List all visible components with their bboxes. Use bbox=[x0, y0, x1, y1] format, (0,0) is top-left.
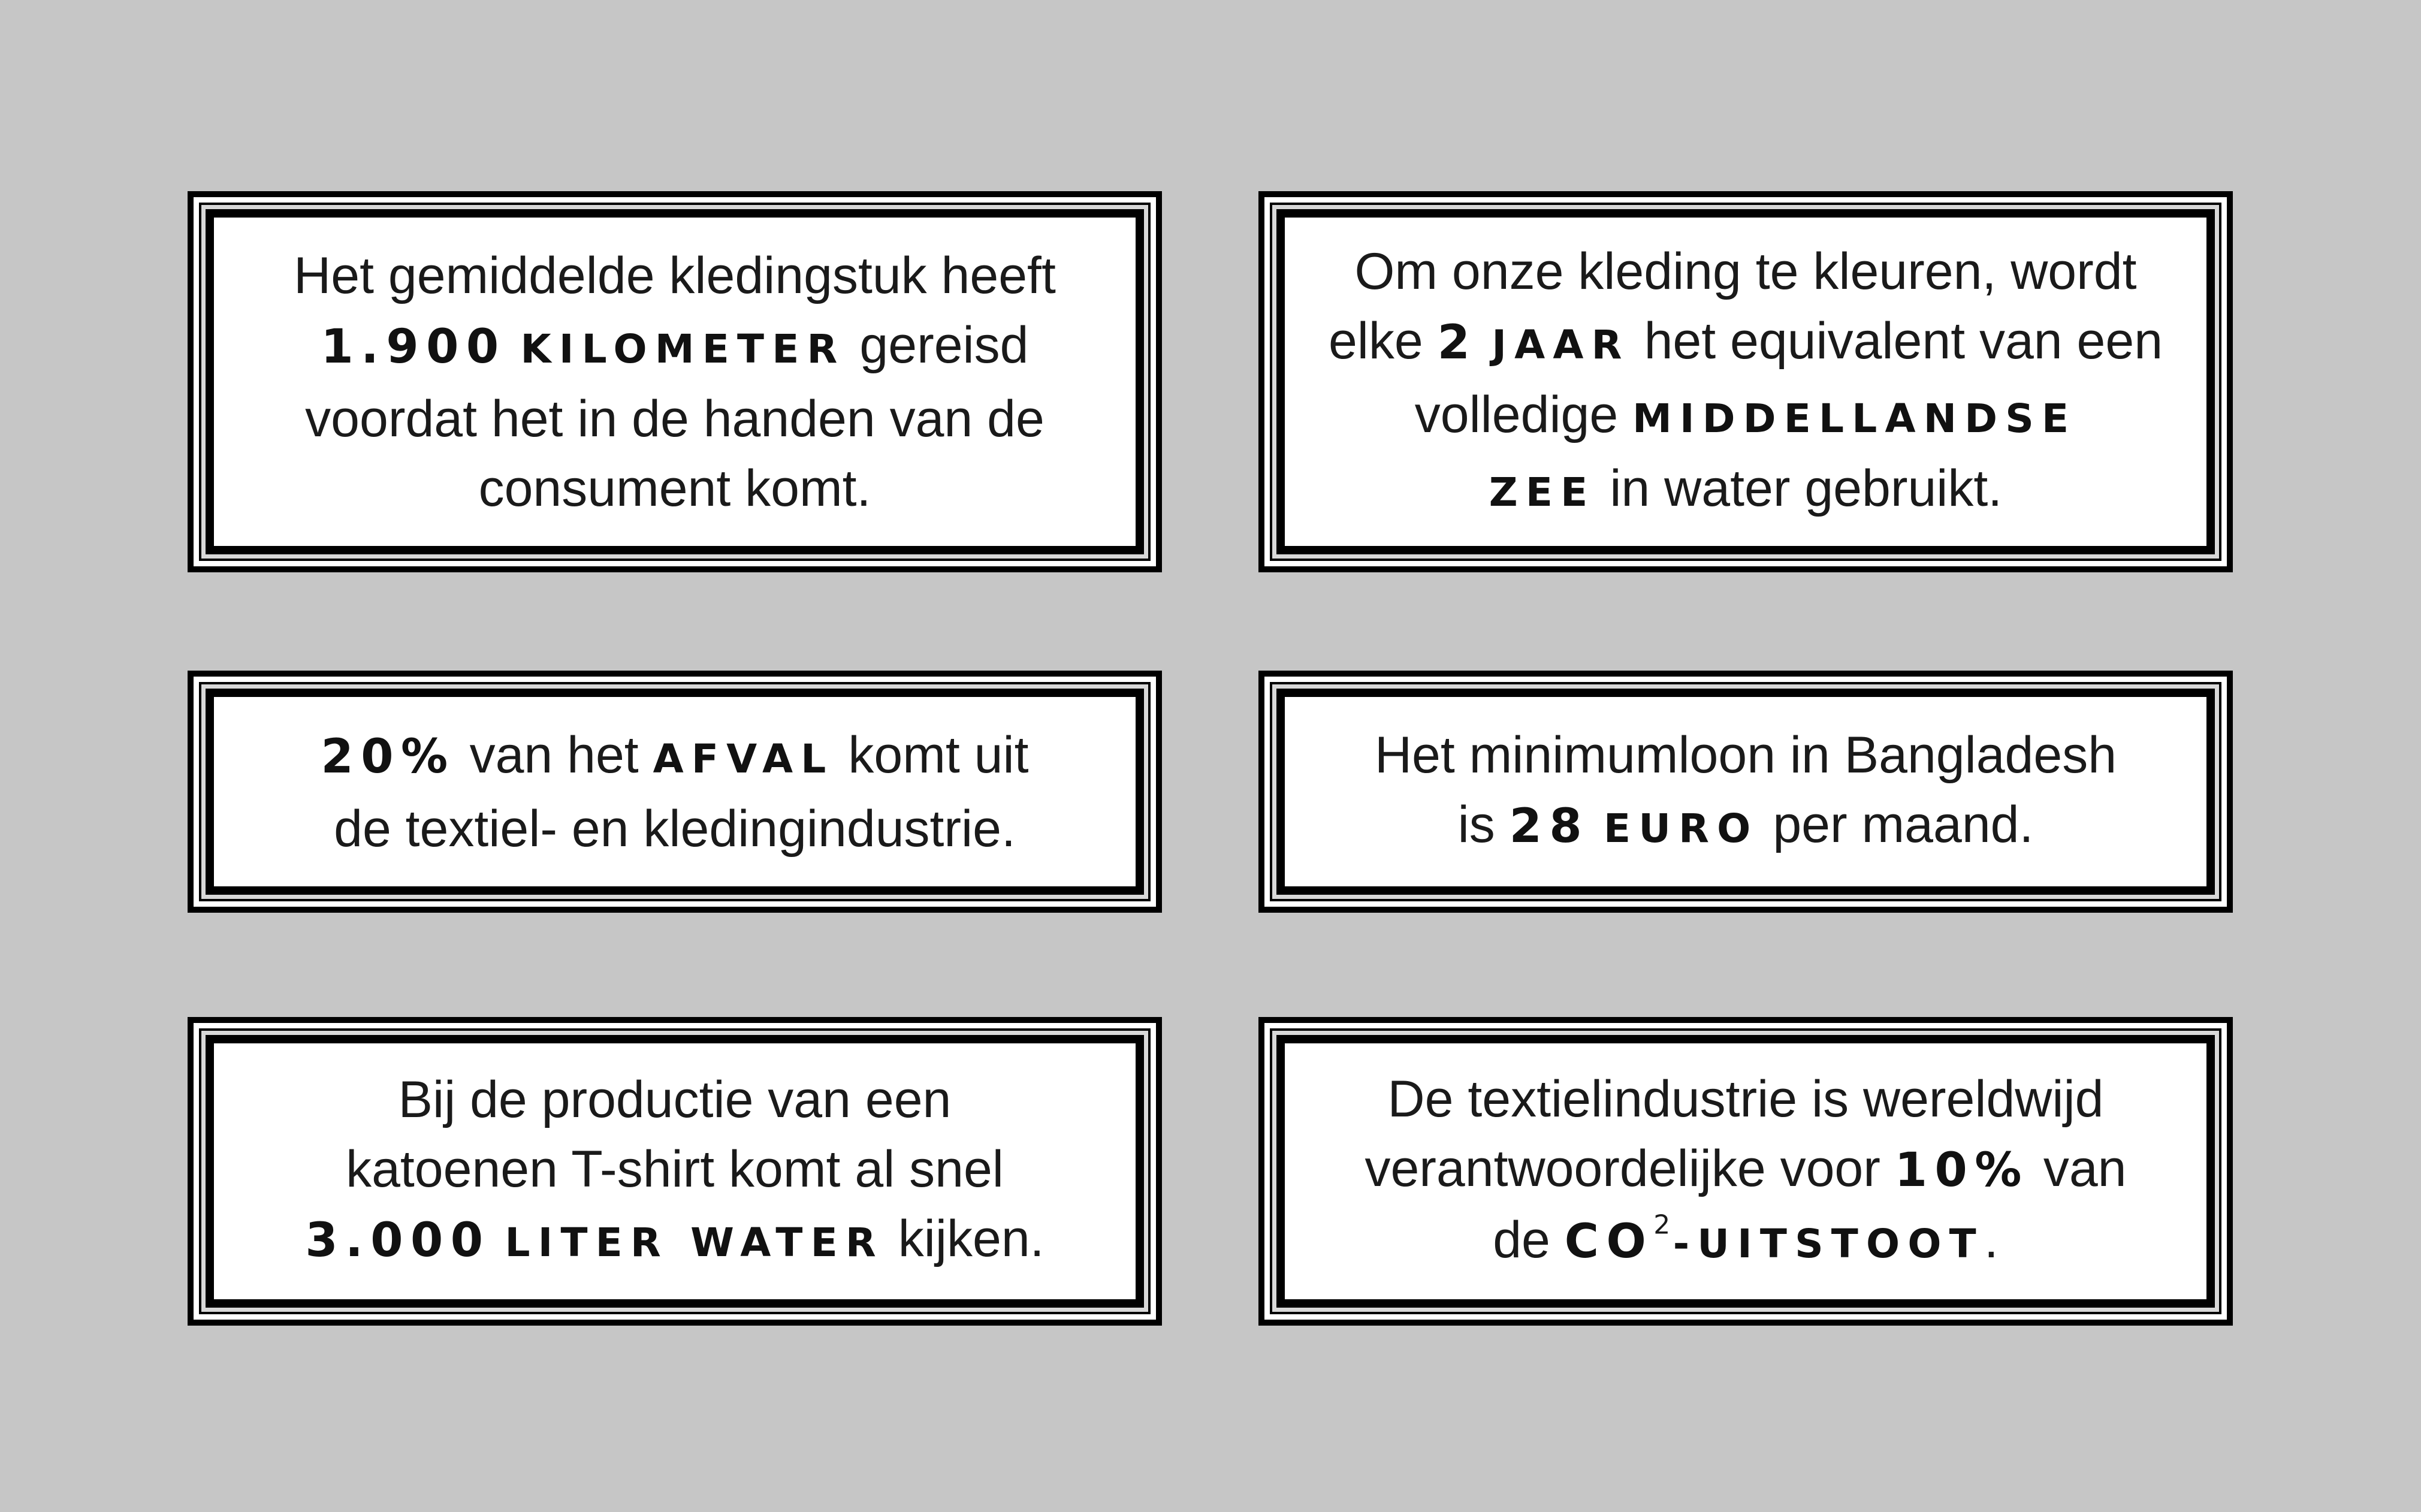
fact-text-fragment: per maand. bbox=[1773, 795, 2034, 853]
fact-highlight-term: -UITSTOOT bbox=[1673, 1220, 1984, 1267]
fact-text bbox=[281, 1065, 1068, 1278]
fact-highlight-term: MIDDELLANDSE bbox=[1632, 395, 2077, 442]
fact-card-minimum-wage bbox=[1258, 671, 2233, 913]
fact-text-fragment: van het bbox=[469, 726, 639, 784]
fact-card-tshirt-water bbox=[188, 1017, 1162, 1326]
fact-text-fragment: gereisd bbox=[859, 316, 1029, 374]
fact-text-fragment: . bbox=[1984, 1211, 1999, 1269]
fact-card-travel-distance bbox=[188, 191, 1162, 572]
fact-text-fragment: in water gebruikt. bbox=[1610, 459, 2003, 517]
fact-text-fragment: het equivalent van een bbox=[1644, 312, 2163, 370]
fact-superscript: 2 bbox=[1653, 1209, 1673, 1240]
fact-highlight-term: AFVAL bbox=[653, 735, 834, 782]
fact-card-water-dyeing bbox=[1258, 191, 2233, 572]
fact-text-line: Bij de productie van een bbox=[398, 1071, 952, 1128]
fact-text-fragment: elke bbox=[1328, 312, 1423, 370]
fact-highlight-number: 28 bbox=[1509, 799, 1590, 853]
fact-highlight-unit: LITER WATER bbox=[505, 1220, 884, 1266]
fact-text-fragment: is bbox=[1457, 795, 1495, 853]
fact-card-waste bbox=[188, 671, 1162, 913]
fact-text-line: katoenen T-shirt komt al snel bbox=[346, 1140, 1004, 1198]
fact-highlight-unit: KILOMETER bbox=[520, 325, 846, 372]
fact-card-co2-emission bbox=[1258, 1017, 2233, 1326]
fact-text bbox=[1351, 720, 2141, 864]
fact-text-line: Het minimumloon in Bangladesh bbox=[1374, 726, 2117, 784]
fact-text bbox=[297, 720, 1053, 864]
fact-text-fragment: volledige bbox=[1414, 385, 1619, 443]
fact-text-line: Om onze kleding te kleuren, wordt bbox=[1354, 242, 2137, 300]
fact-text-fragment: van bbox=[2043, 1139, 2127, 1197]
fact-highlight-unit: EURO bbox=[1604, 805, 1759, 852]
fact-highlight-number: 20% bbox=[321, 729, 455, 784]
fact-text-fragment: kijken. bbox=[898, 1210, 1045, 1267]
fact-text-line: de textiel- en kledingindustrie. bbox=[334, 799, 1016, 858]
fact-highlight-number: 3.000 bbox=[305, 1214, 491, 1267]
fact-text-fragment: komt uit bbox=[848, 726, 1029, 784]
fact-text-line: voordat het in de handen van de bbox=[305, 390, 1045, 448]
fact-text-line: consument komt. bbox=[478, 459, 871, 517]
fact-text-line: De textielindustrie is wereldwijd bbox=[1387, 1070, 2104, 1128]
fact-highlight-term: CO bbox=[1564, 1214, 1654, 1269]
fact-highlight-unit: JAAR bbox=[1492, 321, 1630, 368]
fact-text bbox=[270, 241, 1080, 523]
fact-text-fragment: verantwoordelijke voor bbox=[1365, 1139, 1880, 1197]
fact-highlight-number: 2 bbox=[1437, 315, 1478, 370]
fact-text bbox=[1341, 1064, 2150, 1279]
fact-text-line: Het gemiddelde kledingstuk heeft bbox=[294, 246, 1056, 304]
fact-highlight-number: 1.900 bbox=[321, 319, 506, 374]
fact-text bbox=[1305, 237, 2187, 527]
fact-highlight-number: 10% bbox=[1894, 1143, 2029, 1197]
fact-text-fragment: de bbox=[1493, 1211, 1550, 1269]
fact-highlight-term: ZEE bbox=[1489, 469, 1596, 515]
